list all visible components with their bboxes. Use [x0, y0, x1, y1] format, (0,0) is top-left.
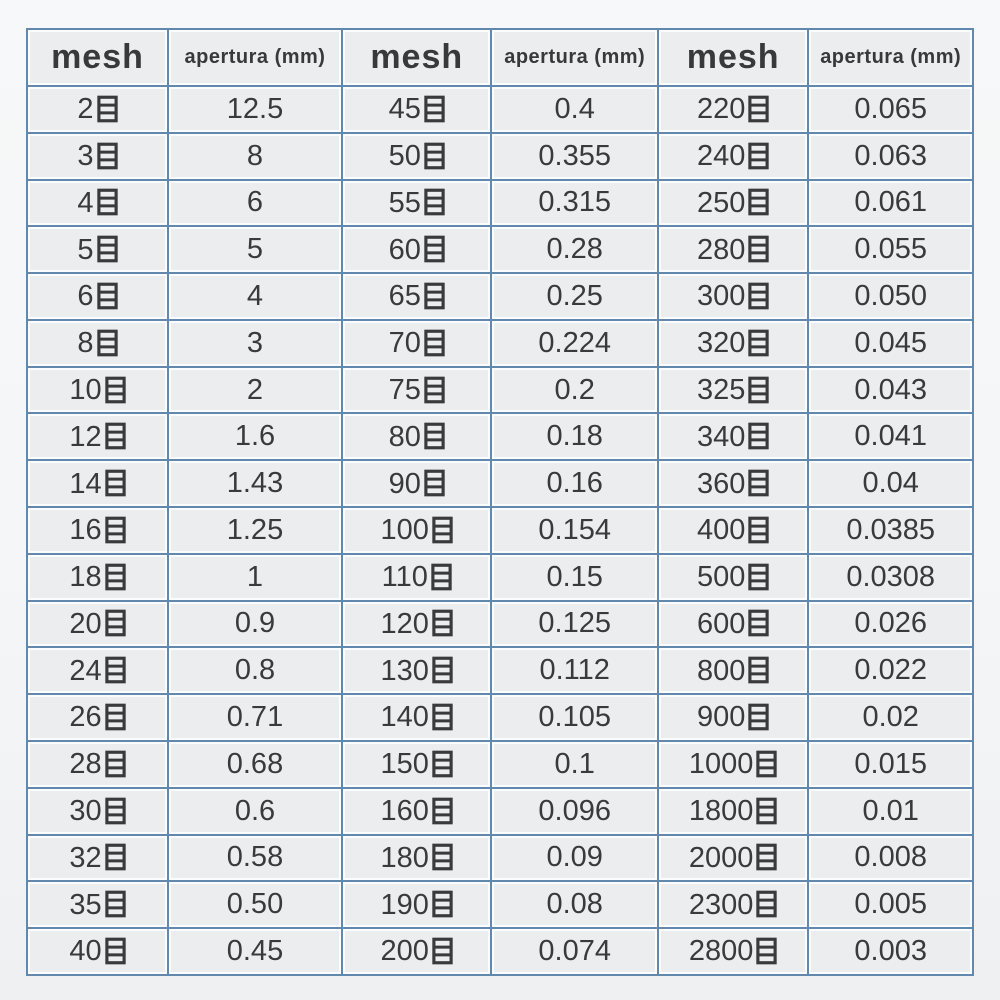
- aperture-cell: 0.050: [808, 273, 973, 320]
- mesh-cell: [342, 86, 491, 133]
- mesh-mu-glyph: [756, 843, 777, 871]
- mesh-cell: [342, 273, 491, 320]
- aperture-cell: 0.16: [491, 460, 657, 507]
- mesh-mu-glyph: [432, 890, 453, 918]
- mesh-cell: [27, 788, 168, 835]
- mesh-mu-glyph: [748, 95, 769, 123]
- table-row: [27, 367, 973, 414]
- mesh-cell: [27, 554, 168, 601]
- aperture-cell: 0.043: [808, 367, 973, 414]
- mesh-mu-glyph: [432, 703, 453, 731]
- mesh-number: 16: [69, 514, 102, 547]
- mesh-cell: [27, 226, 168, 273]
- mesh-mu-glyph: [748, 282, 769, 310]
- mesh-mu-glyph: [424, 188, 445, 216]
- mesh-number: 35: [69, 888, 102, 921]
- mesh-cell: [27, 180, 168, 227]
- aperture-cell: 3: [168, 320, 342, 367]
- mesh-cell: [27, 273, 168, 320]
- mesh-mu-glyph: [105, 516, 126, 544]
- mesh-cell: [658, 601, 808, 648]
- mesh-number: 240: [696, 140, 746, 173]
- mesh-cell: [342, 835, 491, 882]
- column-header-mesh: mesh: [658, 29, 808, 86]
- aperture-cell: 0.003: [808, 928, 973, 975]
- aperture-cell: 2: [168, 367, 342, 414]
- mesh-cell: [658, 320, 808, 367]
- mesh-cell: [658, 928, 808, 975]
- mesh-aperture-table: [26, 28, 974, 976]
- mesh-mu-glyph: [97, 142, 118, 170]
- mesh-mu-glyph: [424, 142, 445, 170]
- mesh-cell: [27, 413, 168, 460]
- mesh-cell: [27, 507, 168, 554]
- mesh-number: 40: [69, 935, 102, 968]
- aperture-cell: 0.2: [491, 367, 657, 414]
- table-body: [27, 86, 973, 975]
- column-header-aperture: apertura (mm): [491, 29, 657, 86]
- mesh-number: 140: [380, 701, 429, 734]
- mesh-mu-glyph: [748, 563, 769, 591]
- mesh-cell: [27, 835, 168, 882]
- mesh-cell: [658, 460, 808, 507]
- mesh-mu-glyph: [105, 937, 126, 965]
- aperture-cell: 0.065: [808, 86, 973, 133]
- aperture-cell: 0.063: [808, 133, 973, 180]
- mesh-cell: [342, 881, 491, 928]
- mesh-mu-glyph: [105, 703, 126, 731]
- mesh-number: 8: [77, 327, 94, 360]
- mesh-number: 2000: [688, 841, 754, 874]
- mesh-mu-glyph: [748, 703, 769, 731]
- mesh-cell: [27, 367, 168, 414]
- mesh-number: 120: [380, 607, 429, 640]
- mesh-number: 3: [77, 140, 94, 173]
- table-header: [27, 29, 973, 86]
- mesh-number: 30: [69, 795, 102, 828]
- mesh-cell: [342, 226, 491, 273]
- table-row: [27, 881, 973, 928]
- mesh-number: 20: [69, 607, 102, 640]
- aperture-cell: 0.15: [491, 554, 657, 601]
- table-row: [27, 788, 973, 835]
- mesh-cell: [342, 507, 491, 554]
- mesh-number: 26: [69, 701, 102, 734]
- mesh-mu-glyph: [97, 282, 118, 310]
- table-row: [27, 226, 973, 273]
- aperture-cell: 0.045: [808, 320, 973, 367]
- mesh-cell: [27, 133, 168, 180]
- mesh-mu-glyph: [97, 95, 118, 123]
- aperture-cell: 5: [168, 226, 342, 273]
- mesh-mu-glyph: [748, 235, 769, 263]
- table-row: [27, 273, 973, 320]
- aperture-cell: 0.02: [808, 694, 973, 741]
- aperture-cell: 6: [168, 180, 342, 227]
- mesh-mu-glyph: [424, 235, 445, 263]
- aperture-cell: 0.008: [808, 835, 973, 882]
- mesh-number: 130: [380, 654, 429, 687]
- aperture-cell: 0.061: [808, 180, 973, 227]
- mesh-mu-glyph: [748, 376, 769, 404]
- aperture-cell: 0.28: [491, 226, 657, 273]
- mesh-cell: [658, 741, 808, 788]
- aperture-cell: 0.022: [808, 647, 973, 694]
- mesh-number: 200: [380, 935, 429, 968]
- mesh-cell: [27, 647, 168, 694]
- aperture-cell: 0.8: [168, 647, 342, 694]
- mesh-cell: [342, 647, 491, 694]
- mesh-cell: [658, 226, 808, 273]
- mesh-number: 6: [77, 280, 94, 313]
- mesh-number: 55: [388, 186, 421, 219]
- mesh-mu-glyph: [105, 890, 126, 918]
- mesh-mu-glyph: [424, 469, 445, 497]
- mesh-cell: [27, 881, 168, 928]
- mesh-number: 320: [696, 327, 746, 360]
- aperture-cell: 0.0308: [808, 554, 973, 601]
- mesh-number: 400: [696, 514, 746, 547]
- aperture-cell: 0.355: [491, 133, 657, 180]
- mesh-cell: [658, 647, 808, 694]
- aperture-cell: 0.055: [808, 226, 973, 273]
- mesh-number: 24: [69, 654, 102, 687]
- mesh-number: 28: [69, 748, 102, 781]
- mesh-mu-glyph: [432, 797, 453, 825]
- table-row: [27, 601, 973, 648]
- mesh-mu-glyph: [97, 329, 118, 357]
- mesh-number: 220: [696, 93, 746, 126]
- mesh-cell: [658, 507, 808, 554]
- aperture-cell: 0.015: [808, 741, 973, 788]
- aperture-cell: 4: [168, 273, 342, 320]
- header-row: [27, 29, 973, 86]
- mesh-mu-glyph: [748, 609, 769, 637]
- aperture-cell: 0.68: [168, 741, 342, 788]
- mesh-mu-glyph: [105, 843, 126, 871]
- mesh-number: 360: [696, 467, 746, 500]
- mesh-cell: [342, 367, 491, 414]
- mesh-number: 340: [696, 420, 746, 453]
- mesh-number: 500: [696, 561, 746, 594]
- mesh-number: 18: [69, 561, 102, 594]
- table-row: [27, 741, 973, 788]
- mesh-number: 60: [388, 233, 421, 266]
- aperture-cell: 0.105: [491, 694, 657, 741]
- mesh-number: 2: [77, 93, 94, 126]
- table-row: [27, 180, 973, 227]
- column-header-aperture: apertura (mm): [808, 29, 973, 86]
- mesh-cell: [658, 788, 808, 835]
- mesh-cell: [342, 694, 491, 741]
- mesh-cell: [658, 86, 808, 133]
- mesh-mu-glyph: [748, 656, 769, 684]
- mesh-cell: [658, 835, 808, 882]
- mesh-mu-glyph: [424, 376, 445, 404]
- mesh-cell: [658, 367, 808, 414]
- aperture-cell: 0.0385: [808, 507, 973, 554]
- mesh-mu-glyph: [756, 750, 777, 778]
- mesh-mu-glyph: [424, 422, 445, 450]
- mesh-mu-glyph: [432, 937, 453, 965]
- mesh-mu-glyph: [432, 516, 453, 544]
- mesh-number: 180: [380, 841, 429, 874]
- mesh-number: 160: [380, 795, 429, 828]
- mesh-mu-glyph: [432, 750, 453, 778]
- table-row: [27, 835, 973, 882]
- mesh-mu-glyph: [424, 329, 445, 357]
- mesh-mu-glyph: [748, 142, 769, 170]
- mesh-cell: [342, 460, 491, 507]
- aperture-cell: 1.6: [168, 413, 342, 460]
- aperture-cell: 0.50: [168, 881, 342, 928]
- mesh-number: 800: [696, 654, 746, 687]
- aperture-cell: 0.026: [808, 601, 973, 648]
- mesh-cell: [342, 554, 491, 601]
- mesh-number: 100: [380, 514, 429, 547]
- mesh-cell: [658, 554, 808, 601]
- aperture-cell: 0.315: [491, 180, 657, 227]
- mesh-number: 600: [696, 607, 746, 640]
- aperture-cell: 1.43: [168, 460, 342, 507]
- aperture-cell: 0.9: [168, 601, 342, 648]
- mesh-cell: [658, 180, 808, 227]
- mesh-mu-glyph: [756, 797, 777, 825]
- mesh-cell: [342, 788, 491, 835]
- mesh-number: 12: [69, 420, 102, 453]
- column-header-mesh: mesh: [27, 29, 168, 86]
- table-row: [27, 554, 973, 601]
- aperture-cell: 1: [168, 554, 342, 601]
- aperture-cell: 0.1: [491, 741, 657, 788]
- mesh-cell: [342, 133, 491, 180]
- mesh-mu-glyph: [432, 656, 453, 684]
- mesh-mu-glyph: [432, 843, 453, 871]
- mesh-number: 1000: [688, 748, 754, 781]
- mesh-mu-glyph: [105, 750, 126, 778]
- mesh-mu-glyph: [748, 188, 769, 216]
- aperture-cell: 12.5: [168, 86, 342, 133]
- aperture-cell: 0.58: [168, 835, 342, 882]
- aperture-cell: 0.04: [808, 460, 973, 507]
- aperture-cell: 0.18: [491, 413, 657, 460]
- mesh-number: 45: [388, 93, 421, 126]
- aperture-cell: 0.041: [808, 413, 973, 460]
- mesh-number: 75: [388, 374, 421, 406]
- mesh-number: 32: [69, 841, 102, 874]
- table-row: [27, 320, 973, 367]
- mesh-number: 90: [388, 467, 421, 500]
- mesh-cell: [342, 320, 491, 367]
- mesh-number: 190: [380, 888, 429, 921]
- aperture-cell: 0.125: [491, 601, 657, 648]
- mesh-mu-glyph: [97, 235, 118, 263]
- mesh-mu-glyph: [105, 656, 126, 684]
- table-row: [27, 507, 973, 554]
- mesh-number: 2800: [688, 935, 754, 968]
- mesh-cell: [658, 881, 808, 928]
- aperture-cell: 0.09: [491, 835, 657, 882]
- mesh-mu-glyph: [748, 516, 769, 544]
- aperture-cell: 0.112: [491, 647, 657, 694]
- aperture-cell: 0.45: [168, 928, 342, 975]
- mesh-mu-glyph: [756, 937, 777, 965]
- mesh-cell: [27, 460, 168, 507]
- table-row: [27, 647, 973, 694]
- mesh-cell: [342, 413, 491, 460]
- table-row: [27, 928, 973, 975]
- mesh-number: 900: [696, 701, 746, 734]
- mesh-number: 80: [388, 420, 421, 453]
- mesh-mu-glyph: [105, 797, 126, 825]
- mesh-mu-glyph: [424, 95, 445, 123]
- aperture-cell: 0.096: [491, 788, 657, 835]
- table-row: [27, 86, 973, 133]
- table-row: [27, 694, 973, 741]
- mesh-mu-glyph: [424, 282, 445, 310]
- column-header-aperture: apertura (mm): [168, 29, 342, 86]
- mesh-cell: [658, 273, 808, 320]
- mesh-mu-glyph: [97, 188, 118, 216]
- mesh-number: 70: [388, 327, 421, 360]
- mesh-number: 250: [696, 186, 746, 219]
- aperture-cell: 0.71: [168, 694, 342, 741]
- aperture-cell: 0.4: [491, 86, 657, 133]
- mesh-number: 110: [381, 561, 428, 594]
- aperture-cell: 0.6: [168, 788, 342, 835]
- aperture-cell: 0.224: [491, 320, 657, 367]
- column-header-mesh: mesh: [342, 29, 491, 86]
- mesh-cell: [27, 86, 168, 133]
- mesh-cell: [342, 180, 491, 227]
- mesh-cell: [342, 928, 491, 975]
- mesh-mu-glyph: [431, 563, 452, 591]
- mesh-cell: [342, 741, 491, 788]
- mesh-mu-glyph: [105, 469, 126, 497]
- mesh-number: 4: [77, 186, 94, 219]
- aperture-cell: 0.154: [491, 507, 657, 554]
- mesh-number: 280: [696, 233, 746, 266]
- mesh-cell: [342, 601, 491, 648]
- table-row: [27, 413, 973, 460]
- mesh-number: 325: [696, 374, 746, 406]
- mesh-cell: [27, 694, 168, 741]
- aperture-cell: 0.25: [491, 273, 657, 320]
- mesh-mu-glyph: [756, 890, 777, 918]
- mesh-number: 300: [696, 280, 746, 313]
- mesh-number: 5: [77, 233, 94, 266]
- mesh-mu-glyph: [105, 376, 126, 404]
- mesh-mu-glyph: [105, 563, 126, 591]
- mesh-number: 50: [388, 140, 421, 173]
- table-row: [27, 460, 973, 507]
- mesh-number: 1800: [688, 795, 754, 828]
- mesh-number: 2300: [688, 888, 754, 921]
- aperture-cell: 0.074: [491, 928, 657, 975]
- mesh-mu-glyph: [748, 329, 769, 357]
- mesh-cell: [27, 741, 168, 788]
- mesh-number: 10: [69, 374, 102, 406]
- mesh-mu-glyph: [105, 609, 126, 637]
- aperture-cell: 8: [168, 133, 342, 180]
- mesh-mu-glyph: [105, 422, 126, 450]
- mesh-cell: [27, 320, 168, 367]
- mesh-number: 14: [69, 467, 102, 500]
- aperture-cell: 1.25: [168, 507, 342, 554]
- aperture-cell: 0.005: [808, 881, 973, 928]
- aperture-cell: 0.01: [808, 788, 973, 835]
- mesh-mu-glyph: [748, 469, 769, 497]
- mesh-cell: [27, 601, 168, 648]
- mesh-cell: [27, 928, 168, 975]
- mesh-number: 65: [388, 280, 421, 313]
- mesh-cell: [658, 133, 808, 180]
- mesh-mu-glyph: [748, 422, 769, 450]
- mesh-cell: [658, 694, 808, 741]
- mesh-number: 150: [380, 748, 429, 781]
- table-row: [27, 133, 973, 180]
- aperture-cell: 0.08: [491, 881, 657, 928]
- mesh-cell: [658, 413, 808, 460]
- mesh-mu-glyph: [432, 609, 453, 637]
